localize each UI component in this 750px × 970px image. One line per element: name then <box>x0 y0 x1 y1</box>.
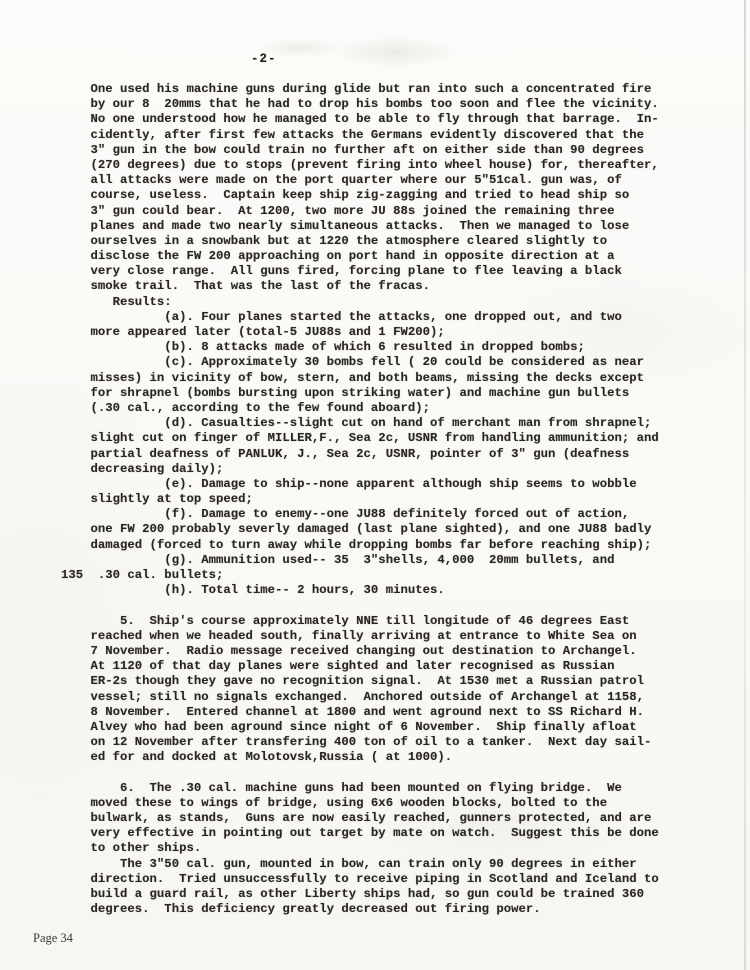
result-c-line: (.30 cal., according to the few found aboard); <box>61 400 430 415</box>
paragraph-5-line: vessel; still no signals exchanged. Anchored outside of Archangel at 1158, <box>61 689 644 704</box>
attack-narrative-line: by our 8 20mms that he had to drop his bombs too soon and flee the vicinity. <box>61 97 659 112</box>
attack-narrative-line: ourselves in a snowbank but at 1220 the atmosphere cleared slightly to <box>61 233 608 248</box>
paragraph-5-line: 8 November. Entered channel at 1800 and went aground next to SS Richard H. <box>61 704 644 719</box>
attack-narrative-line: 3" gun in the bow could train no further aft on either side than 90 degrees <box>61 142 644 157</box>
attack-narrative-line: One used his machine guns during glide but ran into such a concentrated fire <box>61 82 652 96</box>
result-g-line: 135 .30 cal. bullets; <box>61 568 224 582</box>
result-d-line: partial deafness of PANLUK, J., Sea 2c, USNR, pointer of 3" gun (deafness <box>61 446 630 461</box>
paragraph-6-continued-line: degrees. This deficiency greatly decreased out firing power. <box>61 902 541 917</box>
blank-line <box>61 598 659 613</box>
result-a-line: (a). Four planes started the attacks, one dropped out, and two <box>61 309 622 324</box>
scan-edge-line <box>744 0 746 970</box>
attack-narrative-line: 3" gun could bear. At 1200, two more JU 88s joined the remaining three <box>61 203 615 218</box>
attack-narrative-line: cidently, after first few attacks the Germans evidently discovered that the <box>61 127 644 142</box>
attack-narrative-line: all attacks were made on the port quarter where our 5"51cal. gun was, of <box>61 173 622 188</box>
result-c-line: for shrapnel (bombs bursting upon striking water) and machine gun bullets <box>61 385 630 400</box>
result-d-line: slight cut on finger of MILLER,F., Sea 2c, USNR from handling ammunition; and <box>61 431 659 446</box>
paragraph-5-line: Alvey who had been aground since night of 6 November. Ship finally afloat <box>61 719 637 734</box>
paragraph-6-line: moved these to wings of bridge, using 6x6 wooden blocks, bolted to the <box>61 795 608 810</box>
paragraph-6-continued-line: build a guard rail, as other Liberty ships had, so gun could be trained 360 <box>61 886 644 901</box>
paragraph-5-line: on 12 November after transfering 400 ton of oil to a tanker. Next day sail- <box>61 735 652 750</box>
result-f-line: (f). Damage to enemy--one JU88 definitely forced out of action, <box>61 507 630 522</box>
attack-narrative-line: planes and made two nearly simultaneous attacks. Then we managed to lose <box>61 218 630 233</box>
attack-narrative-line: No one understood how he managed to be able to fly through that barrage. In- <box>61 112 659 127</box>
paragraph-6-line: to other ships. <box>61 841 202 856</box>
result-g-line: (g). Ammunition used-- 35 3"shells, 4,000 20mm bullets, and <box>61 552 615 567</box>
result-e-line: slightly at top speed; <box>61 492 253 507</box>
paragraph-6-line: very effective in pointing out target by mate on watch. Suggest this be done <box>61 826 659 841</box>
page-number-header: -2- <box>251 52 277 66</box>
result-c-line: misses) in vicinity of bow, stern, and both beams, missing the decks except <box>61 370 644 385</box>
paragraph-6-continued-line: direction. Tried unsuccessfully to receive piping in Scotland and Iceland to <box>61 871 659 886</box>
attack-narrative-line: smoke trail. That was the last of the fracas. <box>61 279 430 294</box>
paragraph-6-line: bulwark, as stands, Guns are now easily reached, gunners protected, and are <box>61 811 652 825</box>
result-d-line: (d). Casualties--slight cut on hand of merchant man from shrapnel; <box>61 416 652 431</box>
attack-narrative-line: course, useless. Captain keep ship zig-zagging and tried to head ship so <box>61 188 630 203</box>
result-c-line: (c). Approximately 30 bombs fell ( 20 could be considered as near <box>61 355 644 370</box>
paragraph-6-line: 6. The .30 cal. machine guns had been mounted on flying bridge. We <box>61 780 622 795</box>
result-a-line: more appeared later (total-5 JU88s and 1 FW200); <box>61 325 445 339</box>
result-f-line: one FW 200 probably severly damaged (last plane sighted), and one JU88 badly <box>61 522 652 537</box>
paragraph-5-line: ER-2s though they gave no recognition signal. At 1530 met a Russian patrol <box>61 674 644 689</box>
result-e-line: (e). Damage to ship--none apparent although ship seems to wobble <box>61 476 637 491</box>
paragraph-5-line: At 1120 of that day planes were sighted and later recognised as Russian <box>61 659 615 674</box>
attack-narrative-line: (270 degrees) due to stops (prevent firing into wheel house) for, thereafter, <box>61 157 659 172</box>
result-b-line: (b). 8 attacks made of which 6 resulted in dropped bombs; <box>61 340 585 355</box>
paragraph-5-line: reached when we headed south, finally arriving at entrance to White Sea on <box>61 628 637 643</box>
document-body <box>61 82 659 917</box>
attack-narrative-line: very close range. All guns fired, forcing plane to flee leaving a black <box>61 264 622 279</box>
blank-line <box>61 765 659 780</box>
footer-page-label: Page 34 <box>33 931 73 945</box>
paragraph-5-line: ed for and docked at Molotovsk,Russia ( at 1000). <box>61 750 453 765</box>
paragraph-5-line: 7 November. Radio message received changing out destination to Archangel. <box>61 643 637 658</box>
result-h-line: (h). Total time-- 2 hours, 30 minutes. <box>61 583 445 598</box>
paragraph-6-continued-line: The 3"50 cal. gun, mounted in bow, can train only 90 degrees in either <box>61 856 637 871</box>
attack-narrative-line: disclose the FW 200 approaching on port hand in opposite direction at a <box>61 249 615 264</box>
paragraph-5-line: 5. Ship's course approximately NNE till longitude of 46 degrees East <box>61 613 630 628</box>
result-d-line: decreasing daily); <box>61 461 224 476</box>
result-f-line: damaged (forced to turn away while dropping bombs far before reaching ship); <box>61 537 652 552</box>
results-heading-line: Results: <box>61 294 172 309</box>
